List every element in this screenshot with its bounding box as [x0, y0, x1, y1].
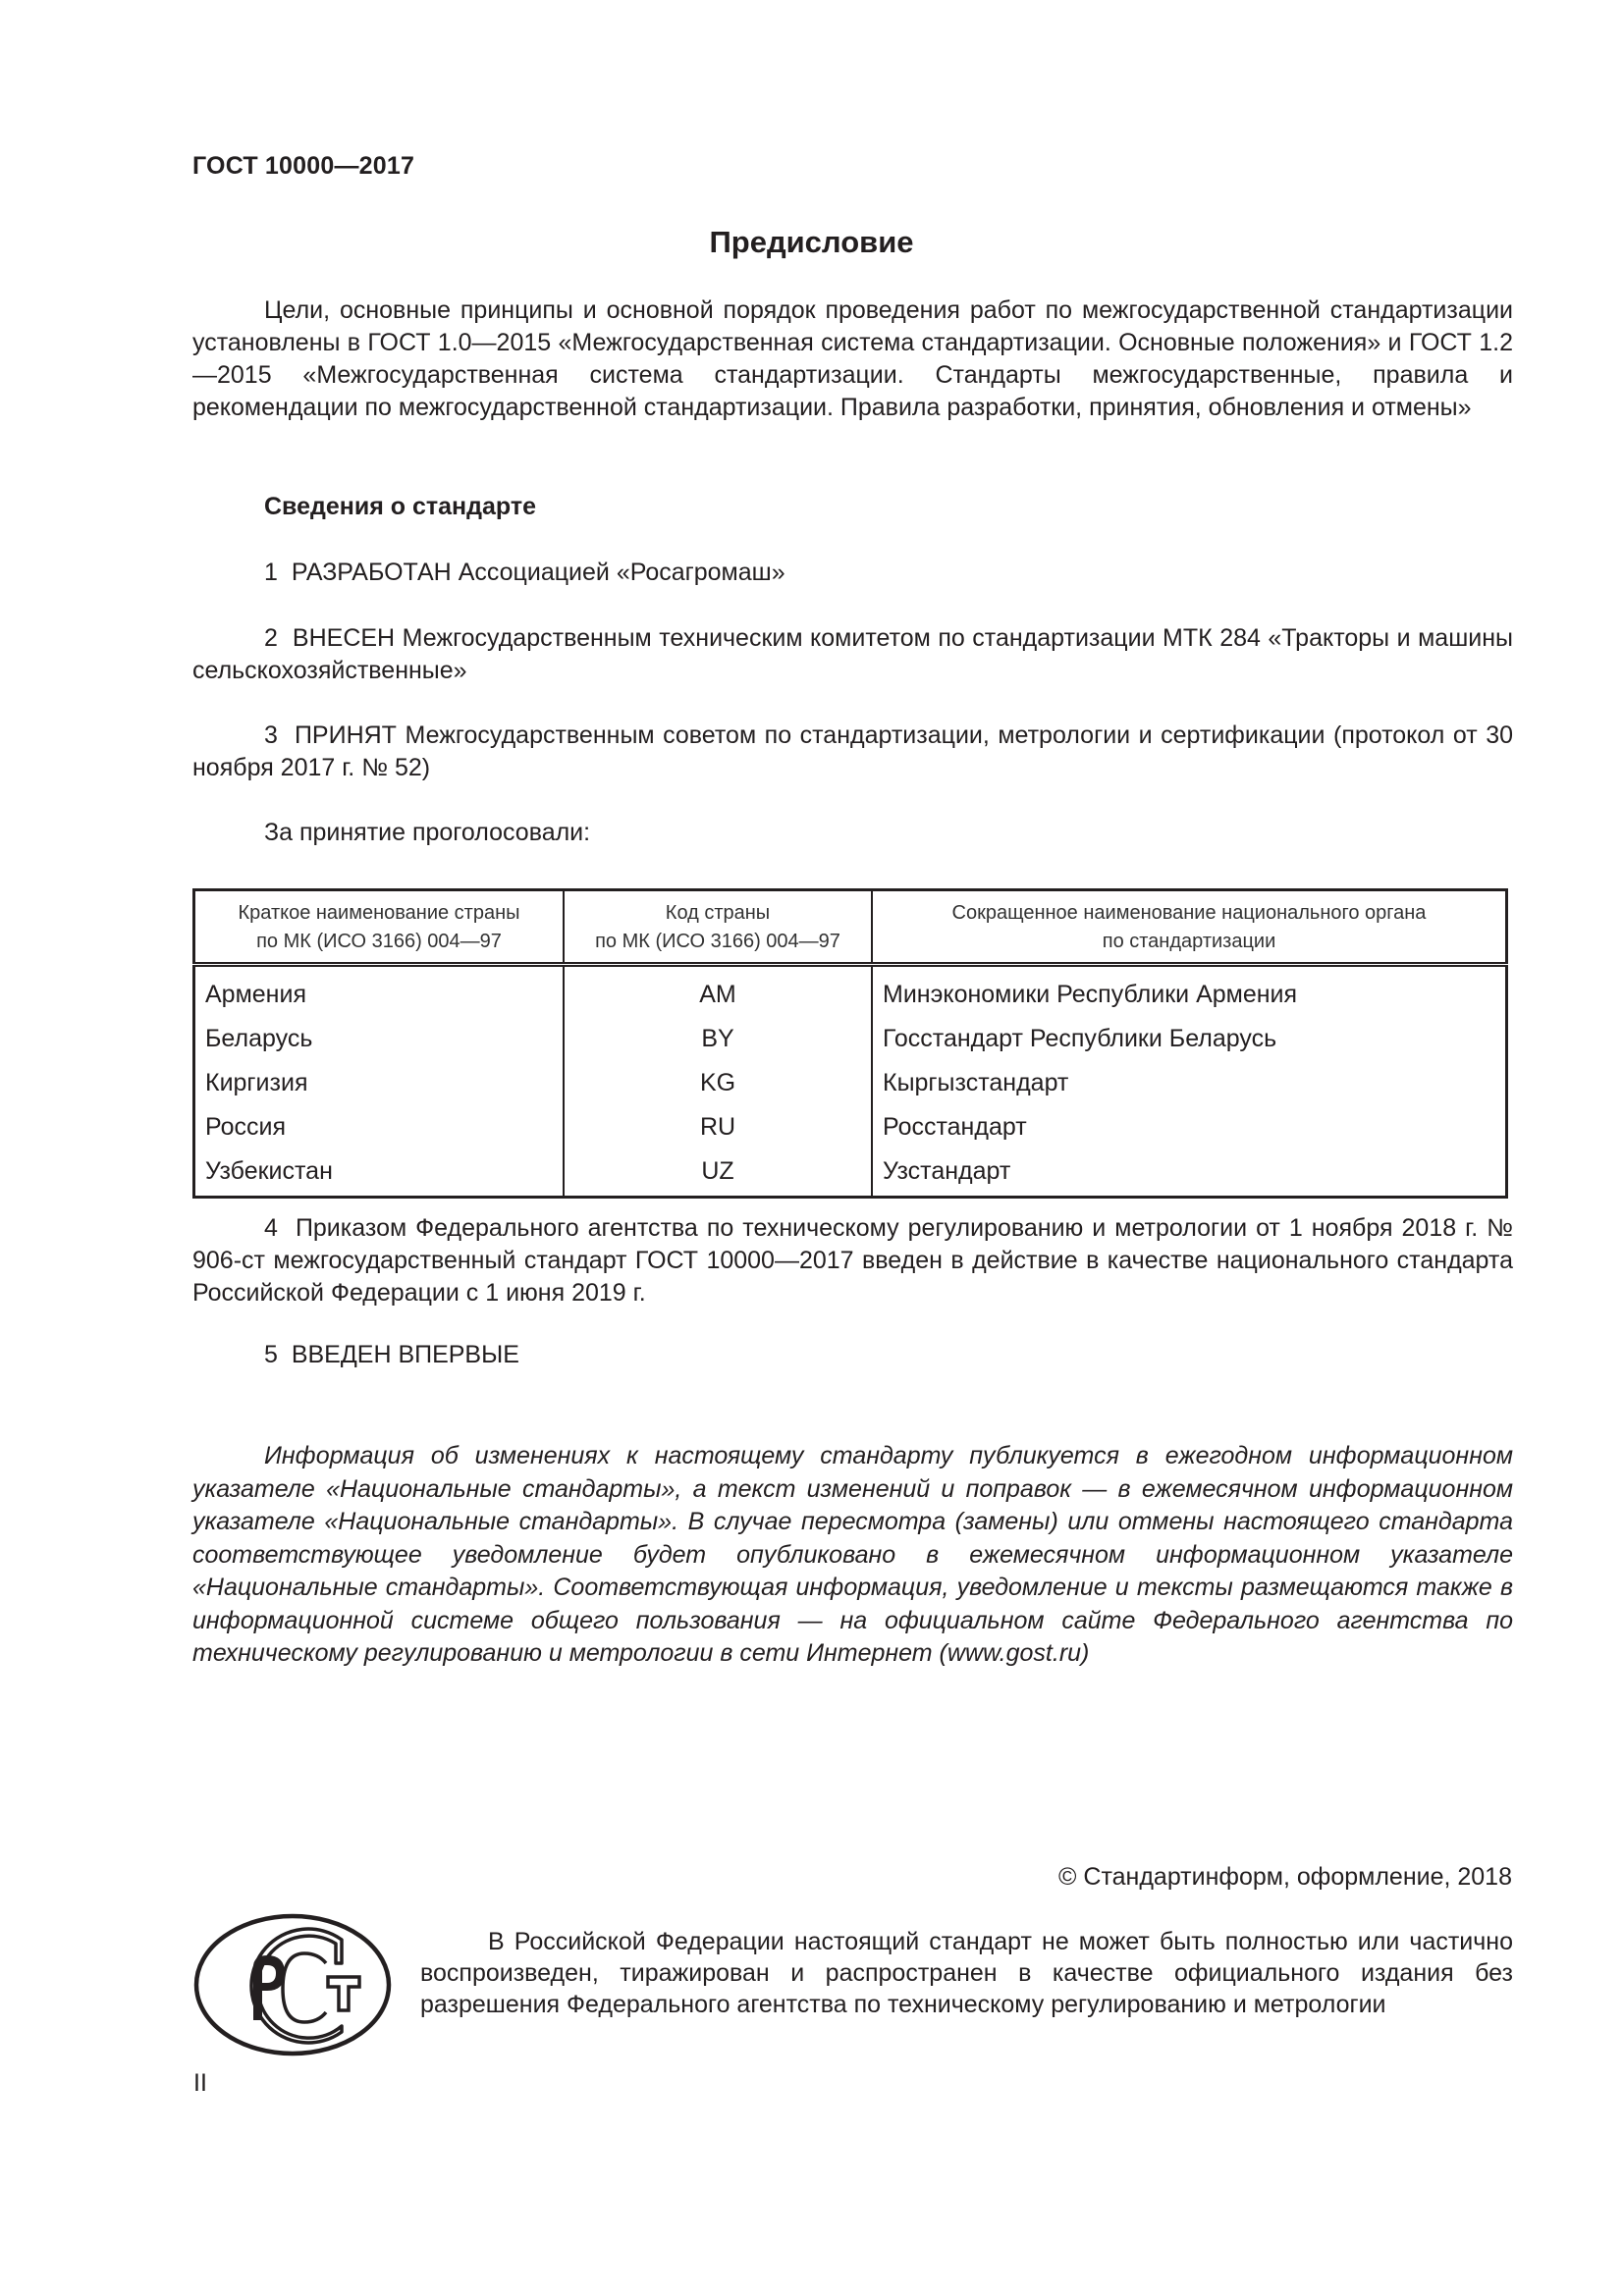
table-row	[194, 965, 1507, 1018]
column-header-code: Код страны по МК (ИСО 3166) 004—97	[564, 890, 872, 965]
info-heading: Сведения о стандарте	[264, 493, 537, 520]
item-2	[192, 622, 1513, 687]
cell-body: Узстандарт	[872, 1149, 1507, 1198]
item-keyword: ВНЕСЕН	[292, 624, 396, 652]
cell-code: AM	[564, 965, 872, 1018]
cell-code: RU	[564, 1105, 872, 1149]
table-header-row	[194, 890, 1507, 965]
countries-table	[192, 888, 1508, 1199]
changes-notice: Информация об изменениях к настоящему стандарту публикуется в ежегодном информационном указателе «Национальные стандарты», а текст изменений и поправок — в ежемесячном информационном указателе «Национальные стандарты». В случае пересмотра (замены) или отмены настоящего стандарта соответствующее уведомление будет опубликовано в ежемесячном информационном указателе «Национальные стандарты». Соответствующая информация, уведомление и тексты размещаются также в информационной системе общего пользования — на официальном сайте Федерального агентства по техническому регулированию и метрологии в сети Интернет (www.gost.ru)	[192, 1442, 1513, 1667]
item-text: Межгосударственным советом по стандартизации, метрологии и сертификации (протокол от 30 ноября 2017 г. № 52)	[192, 721, 1513, 781]
item-keyword: ПРИНЯТ	[294, 721, 397, 749]
rst-certification-mark-icon	[192, 1912, 393, 2057]
page-header: ГОСТ 10000—2017	[192, 152, 415, 180]
cell-country: Армения	[205, 981, 306, 1008]
item-3	[192, 720, 1513, 784]
cell-body: Росстандарт	[872, 1105, 1507, 1149]
item-number: 3	[264, 721, 278, 749]
item-text: Ассоциацией «Росагромаш»	[458, 559, 785, 586]
column-header-country: Краткое наименование страны по МК (ИСО 3166) 004—97	[194, 890, 565, 965]
table-row	[194, 1061, 1507, 1105]
legal-notice: В Российской Федерации настоящий стандарт не может быть полностью или частично воспроизведен, тиражирован и распространен в качестве официального издания без разрешения Федерального агентства по техническому регулированию и метрологии	[420, 1928, 1513, 2018]
cell-country: Беларусь	[205, 1025, 313, 1052]
cell-body: Госстандарт Республики Беларусь	[872, 1017, 1507, 1061]
page-number: II	[193, 2069, 207, 2097]
item-number: 5	[264, 1341, 278, 1368]
item-keyword: ВВЕДЕН ВПЕРВЫЕ	[291, 1341, 519, 1368]
cell-code: UZ	[564, 1149, 872, 1198]
table-row	[194, 1017, 1507, 1061]
cell-country: Узбекистан	[205, 1157, 333, 1185]
intro-paragraph: Цели, основные принципы и основной порядок проведения работ по межгосударственной стандартизации установлены в ГОСТ 1.0—2015 «Межгосударственная система стандартизации. Основные положения» и ГОСТ 1.2—2015 «Межгосударственная система стандартизации. Стандарты межгосударственные, правила и рекомендации по межгосударственной стандартизации. Правила разработки, принятия, обновления и отмены»	[192, 296, 1513, 421]
column-header-body: Сокращенное наименование национального органа по стандартизации	[872, 890, 1507, 965]
copyright: © Стандартинформ, оформление, 2018	[1058, 1863, 1512, 1891]
cell-code: KG	[564, 1061, 872, 1105]
item-number: 4	[264, 1214, 278, 1242]
item-text: Приказом Федерального агентства по техническому регулированию и метрологии от 1 ноября 2018 г. № 906-ст межгосударственный стандарт ГОСТ 10000—2017 введен в действие в качестве национального стандарта Российской Федерации с 1 июня 2019 г.	[192, 1214, 1513, 1307]
voted-label: За принятие проголосовали:	[264, 819, 591, 846]
cell-country: Киргизия	[205, 1069, 308, 1096]
table-row	[194, 1149, 1507, 1198]
table-row	[194, 1105, 1507, 1149]
cell-country: Россия	[205, 1113, 286, 1141]
item-5	[192, 1339, 1513, 1371]
item-number: 1	[264, 559, 278, 586]
item-text: Межгосударственным техническим комитетом по стандартизации МТК 284 «Тракторы и машины сельскохозяйственные»	[192, 624, 1513, 684]
item-4	[192, 1212, 1513, 1309]
item-keyword: РАЗРАБОТАН	[291, 559, 452, 586]
cell-body: Кыргызстандарт	[872, 1061, 1507, 1105]
cell-body: Минэкономики Республики Армения	[872, 965, 1507, 1018]
item-number: 2	[264, 624, 278, 652]
section-title: Предисловие	[709, 225, 914, 259]
cell-code: BY	[564, 1017, 872, 1061]
item-1	[192, 557, 1513, 589]
